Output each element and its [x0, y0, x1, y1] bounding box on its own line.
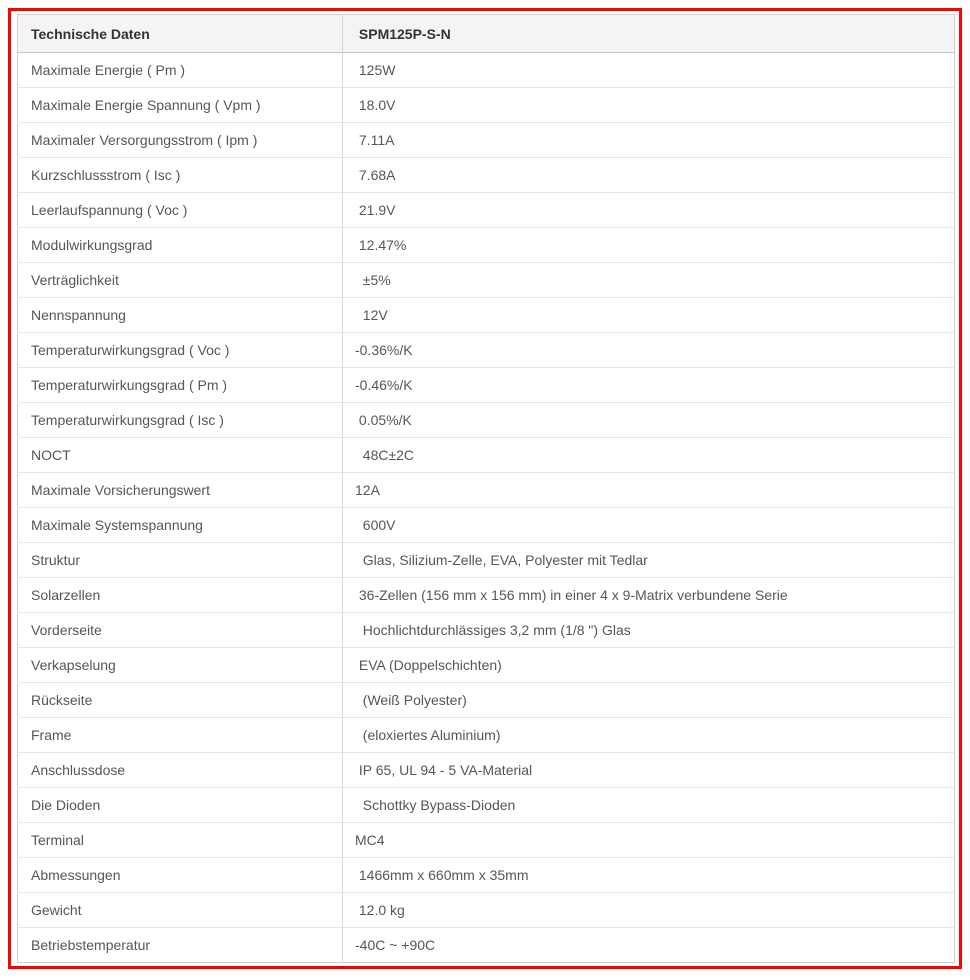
spec-label: Maximale Energie ( Pm )	[18, 53, 343, 88]
table-header-model: SPM125P-S-N	[343, 15, 955, 53]
spec-label: Leerlaufspannung ( Voc )	[18, 193, 343, 228]
table-row	[18, 228, 955, 263]
spec-label: Die Dioden	[18, 788, 343, 823]
spec-value: -40C ~ +90C	[343, 928, 955, 963]
spec-label: Solarzellen	[18, 578, 343, 613]
spec-label: Temperaturwirkungsgrad ( Isc )	[18, 403, 343, 438]
table-row	[18, 613, 955, 648]
spec-value: 36-Zellen (156 mm x 156 mm) in einer 4 x 9-Matrix verbundene Serie	[343, 578, 955, 613]
spec-value: Glas, Silizium-Zelle, EVA, Polyester mit Tedlar	[343, 543, 955, 578]
spec-value: 7.68A	[343, 158, 955, 193]
table-row	[18, 123, 955, 158]
table-header-title: Technische Daten	[18, 15, 343, 53]
spec-label: Maximaler Versorgungsstrom ( Ipm )	[18, 123, 343, 158]
table-row	[18, 578, 955, 613]
spec-value: 12V	[343, 298, 955, 333]
spec-value: IP 65, UL 94 - 5 VA-Material	[343, 753, 955, 788]
spec-label: Maximale Vorsicherungswert	[18, 473, 343, 508]
spec-table-body	[18, 53, 955, 963]
table-row	[18, 753, 955, 788]
spec-label: Gewicht	[18, 893, 343, 928]
table-header-row	[18, 15, 955, 53]
table-row	[18, 473, 955, 508]
spec-label: Terminal	[18, 823, 343, 858]
spec-label: Vorderseite	[18, 613, 343, 648]
spec-label: Kurzschlussstrom ( Isc )	[18, 158, 343, 193]
table-row	[18, 158, 955, 193]
table-row	[18, 263, 955, 298]
spec-value: EVA (Doppelschichten)	[343, 648, 955, 683]
spec-value: (eloxiertes Aluminium)	[343, 718, 955, 753]
spec-table-head	[18, 15, 955, 53]
table-row	[18, 298, 955, 333]
spec-label: Modulwirkungsgrad	[18, 228, 343, 263]
spec-value: -0.46%/K	[343, 368, 955, 403]
spec-value: Hochlichtdurchlässiges 3,2 mm (1/8 ") Glas	[343, 613, 955, 648]
table-row	[18, 403, 955, 438]
spec-table	[17, 14, 955, 963]
spec-label: NOCT	[18, 438, 343, 473]
spec-value: 125W	[343, 53, 955, 88]
spec-value: 12A	[343, 473, 955, 508]
spec-value: ±5%	[343, 263, 955, 298]
spec-value: Schottky Bypass-Dioden	[343, 788, 955, 823]
table-row	[18, 438, 955, 473]
table-row	[18, 648, 955, 683]
spec-label: Betriebstemperatur	[18, 928, 343, 963]
spec-value: 48C±2C	[343, 438, 955, 473]
spec-value: 0.05%/K	[343, 403, 955, 438]
table-row	[18, 543, 955, 578]
table-row	[18, 928, 955, 963]
table-row	[18, 823, 955, 858]
table-row	[18, 718, 955, 753]
table-row	[18, 893, 955, 928]
spec-label: Nennspannung	[18, 298, 343, 333]
spec-value: 12.47%	[343, 228, 955, 263]
spec-value: -0.36%/K	[343, 333, 955, 368]
table-row	[18, 193, 955, 228]
spec-label: Temperaturwirkungsgrad ( Voc )	[18, 333, 343, 368]
table-row	[18, 788, 955, 823]
spec-label: Verkapselung	[18, 648, 343, 683]
spec-label: Maximale Systemspannung	[18, 508, 343, 543]
red-annotation-frame	[8, 8, 962, 969]
spec-label: Rückseite	[18, 683, 343, 718]
spec-label: Struktur	[18, 543, 343, 578]
spec-label: Maximale Energie Spannung ( Vpm )	[18, 88, 343, 123]
table-row	[18, 88, 955, 123]
spec-value: (Weiß Polyester)	[343, 683, 955, 718]
spec-value: 600V	[343, 508, 955, 543]
spec-label: Verträglichkeit	[18, 263, 343, 298]
spec-label: Temperaturwirkungsgrad ( Pm )	[18, 368, 343, 403]
spec-value: 1466mm x 660mm x 35mm	[343, 858, 955, 893]
spec-value: MC4	[343, 823, 955, 858]
spec-value: 7.11A	[343, 123, 955, 158]
spec-label: Anschlussdose	[18, 753, 343, 788]
table-row	[18, 368, 955, 403]
table-row	[18, 508, 955, 543]
spec-label: Abmessungen	[18, 858, 343, 893]
table-row	[18, 333, 955, 368]
table-row	[18, 858, 955, 893]
spec-value: 12.0 kg	[343, 893, 955, 928]
spec-label: Frame	[18, 718, 343, 753]
spec-value: 18.0V	[343, 88, 955, 123]
spec-value: 21.9V	[343, 193, 955, 228]
table-row	[18, 53, 955, 88]
table-row	[18, 683, 955, 718]
